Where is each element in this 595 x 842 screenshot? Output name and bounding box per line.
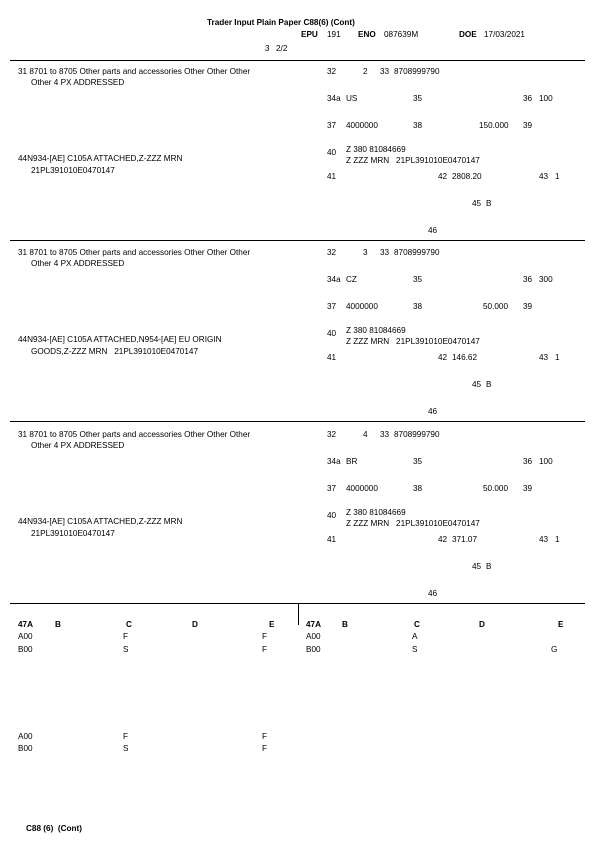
valuation-method: 1 xyxy=(555,353,560,362)
box47-row-type: B00 xyxy=(18,645,33,654)
box38-label: 38 xyxy=(413,484,423,493)
box42-label: 42 xyxy=(438,172,448,181)
procedure-code: 4000000 xyxy=(346,484,378,493)
box41-label: 41 xyxy=(327,535,337,544)
box47-row-rate: A xyxy=(412,632,418,641)
commodity-code: 8708999790 xyxy=(394,430,440,439)
box47-header-base: B xyxy=(55,620,61,629)
valuation-method: 1 xyxy=(555,172,560,181)
item-price: 371.07 xyxy=(452,535,478,544)
box45-value: B xyxy=(486,380,492,389)
box39-label: 39 xyxy=(523,302,533,311)
eno-label: ENO xyxy=(358,30,376,39)
box47-row-mp: F xyxy=(262,744,268,753)
epu-value: 191 xyxy=(327,30,341,39)
box45-label: 45 xyxy=(472,199,482,208)
box47-header-rate: C xyxy=(126,620,132,629)
box40-label: 40 xyxy=(327,511,337,520)
doe-value: 17/03/2021 xyxy=(484,30,525,39)
box36-label: 36 xyxy=(523,457,533,466)
goods-description-cont: Other 4 PX ADDRESSED xyxy=(31,441,125,450)
box40-label: 40 xyxy=(327,148,337,157)
country-of-origin: US xyxy=(346,94,358,103)
box40-label: 40 xyxy=(327,329,337,338)
box47-header-type: 47A xyxy=(18,620,34,629)
box35-label: 35 xyxy=(413,94,423,103)
previous-document-mrn: Z ZZZ MRN 21PL391010E0470147 xyxy=(346,519,480,528)
box38-label: 38 xyxy=(413,302,423,311)
box32-label: 32 xyxy=(327,248,337,257)
additional-info-box44: 44N934-[AE] C105A ATTACHED,Z-ZZZ MRN xyxy=(18,154,183,163)
box47-row-type: A00 xyxy=(306,632,321,641)
box43-label: 43 xyxy=(539,172,549,181)
previous-document-mrn: Z ZZZ MRN 21PL391010E0470147 xyxy=(346,337,480,346)
box47-row-rate: S xyxy=(123,744,129,753)
additional-info-box44: 44N934-[AE] C105A ATTACHED,N954-[AE] EU ORIGIN xyxy=(18,335,222,344)
box46-label: 46 xyxy=(428,407,438,416)
box33-label: 33 xyxy=(380,67,390,76)
box36-label: 36 xyxy=(523,94,533,103)
page-of: 2/2 xyxy=(276,44,288,53)
box47-row-rate: F xyxy=(123,732,129,741)
box47-row-rate: S xyxy=(123,645,129,654)
preference: 300 xyxy=(539,275,553,284)
previous-document: Z 380 81084669 xyxy=(346,145,406,154)
goods-description: 31 8701 to 8705 Other parts and accessories Other Other Other xyxy=(18,67,251,76)
box46-label: 46 xyxy=(428,589,438,598)
epu-label: EPU xyxy=(301,30,318,39)
item-block xyxy=(0,363,595,603)
box42-label: 42 xyxy=(438,353,448,362)
box47-row-type: B00 xyxy=(306,645,321,654)
box47-row-rate: F xyxy=(123,632,129,641)
box45-value: B xyxy=(486,562,492,571)
goods-description-cont: Other 4 PX ADDRESSED xyxy=(31,78,125,87)
box45-label: 45 xyxy=(472,562,482,571)
previous-document: Z 380 81084669 xyxy=(346,326,406,335)
form-title: Trader Input Plain Paper C88(6) (Cont) xyxy=(207,18,355,27)
box47-row-type: A00 xyxy=(18,632,33,641)
valuation-method: 1 xyxy=(555,535,560,544)
preference: 100 xyxy=(539,457,553,466)
item-price: 146.62 xyxy=(452,353,478,362)
item-number: 4 xyxy=(363,430,368,439)
box47-row-type: B00 xyxy=(18,744,33,753)
country-of-origin: CZ xyxy=(346,275,357,284)
form-reference: C88 (6) (Cont) xyxy=(26,824,82,833)
box47-header-mp: E xyxy=(558,620,564,629)
box45-value: B xyxy=(486,199,492,208)
box42-label: 42 xyxy=(438,535,448,544)
box43-label: 43 xyxy=(539,535,549,544)
procedure-code: 4000000 xyxy=(346,121,378,130)
box47-header-mp: E xyxy=(269,620,275,629)
procedure-code: 4000000 xyxy=(346,302,378,311)
box32-label: 32 xyxy=(327,67,337,76)
net-mass: 50.000 xyxy=(483,484,509,493)
box47-row-rate: S xyxy=(412,645,418,654)
additional-info-box44-cont: 21PL391010E0470147 xyxy=(31,529,115,538)
box34a-label: 34a xyxy=(327,94,341,103)
box47-header-rate: C xyxy=(414,620,420,629)
box35-label: 35 xyxy=(413,275,423,284)
net-mass: 50.000 xyxy=(483,302,509,311)
box41-label: 41 xyxy=(327,172,337,181)
item-number: 3 xyxy=(363,248,368,257)
box41-label: 41 xyxy=(327,353,337,362)
goods-description: 31 8701 to 8705 Other parts and accessories Other Other Other xyxy=(18,248,251,257)
box47-row-mp: F xyxy=(262,732,268,741)
goods-description: 31 8701 to 8705 Other parts and accessories Other Other Other xyxy=(18,430,251,439)
commodity-code: 8708999790 xyxy=(394,248,440,257)
additional-info-box44-cont: 21PL391010E0470147 xyxy=(31,166,115,175)
box35-label: 35 xyxy=(413,457,423,466)
box46-label: 46 xyxy=(428,226,438,235)
box45-label: 45 xyxy=(472,380,482,389)
box47-row-mp: G xyxy=(551,645,558,654)
additional-info-box44: 44N934-[AE] C105A ATTACHED,Z-ZZZ MRN xyxy=(18,517,183,526)
box33-label: 33 xyxy=(380,430,390,439)
box32-label: 32 xyxy=(327,430,337,439)
item-price: 2808.20 xyxy=(452,172,482,181)
box37-label: 37 xyxy=(327,121,337,130)
box33-label: 33 xyxy=(380,248,390,257)
box37-label: 37 xyxy=(327,484,337,493)
box47-header-base: B xyxy=(342,620,348,629)
box47-row-mp: F xyxy=(262,645,268,654)
page-number: 3 xyxy=(265,44,270,53)
commodity-code: 8708999790 xyxy=(394,67,440,76)
item-number: 2 xyxy=(363,67,368,76)
box37-label: 37 xyxy=(327,302,337,311)
previous-document-mrn: Z ZZZ MRN 21PL391010E0470147 xyxy=(346,156,480,165)
box34a-label: 34a xyxy=(327,457,341,466)
goods-description-cont: Other 4 PX ADDRESSED xyxy=(31,259,125,268)
country-of-origin: BR xyxy=(346,457,358,466)
box43-label: 43 xyxy=(539,353,549,362)
preference: 100 xyxy=(539,94,553,103)
doe-label: DOE xyxy=(459,30,477,39)
box39-label: 39 xyxy=(523,121,533,130)
box47-row-mp: F xyxy=(262,632,268,641)
box47-row-type: A00 xyxy=(18,732,33,741)
box34a-label: 34a xyxy=(327,275,341,284)
box47-header-amount: D xyxy=(479,620,485,629)
eno-value: 087639M xyxy=(384,30,419,39)
box38-label: 38 xyxy=(413,121,423,130)
box47-header-type: 47A xyxy=(306,620,322,629)
additional-info-box44-cont: GOODS,Z-ZZZ MRN 21PL391010E0470147 xyxy=(31,347,199,356)
box39-label: 39 xyxy=(523,484,533,493)
box47-column-divider xyxy=(298,603,299,625)
box47-header-amount: D xyxy=(192,620,198,629)
box36-label: 36 xyxy=(523,275,533,284)
previous-document: Z 380 81084669 xyxy=(346,508,406,517)
net-mass: 150.000 xyxy=(479,121,509,130)
